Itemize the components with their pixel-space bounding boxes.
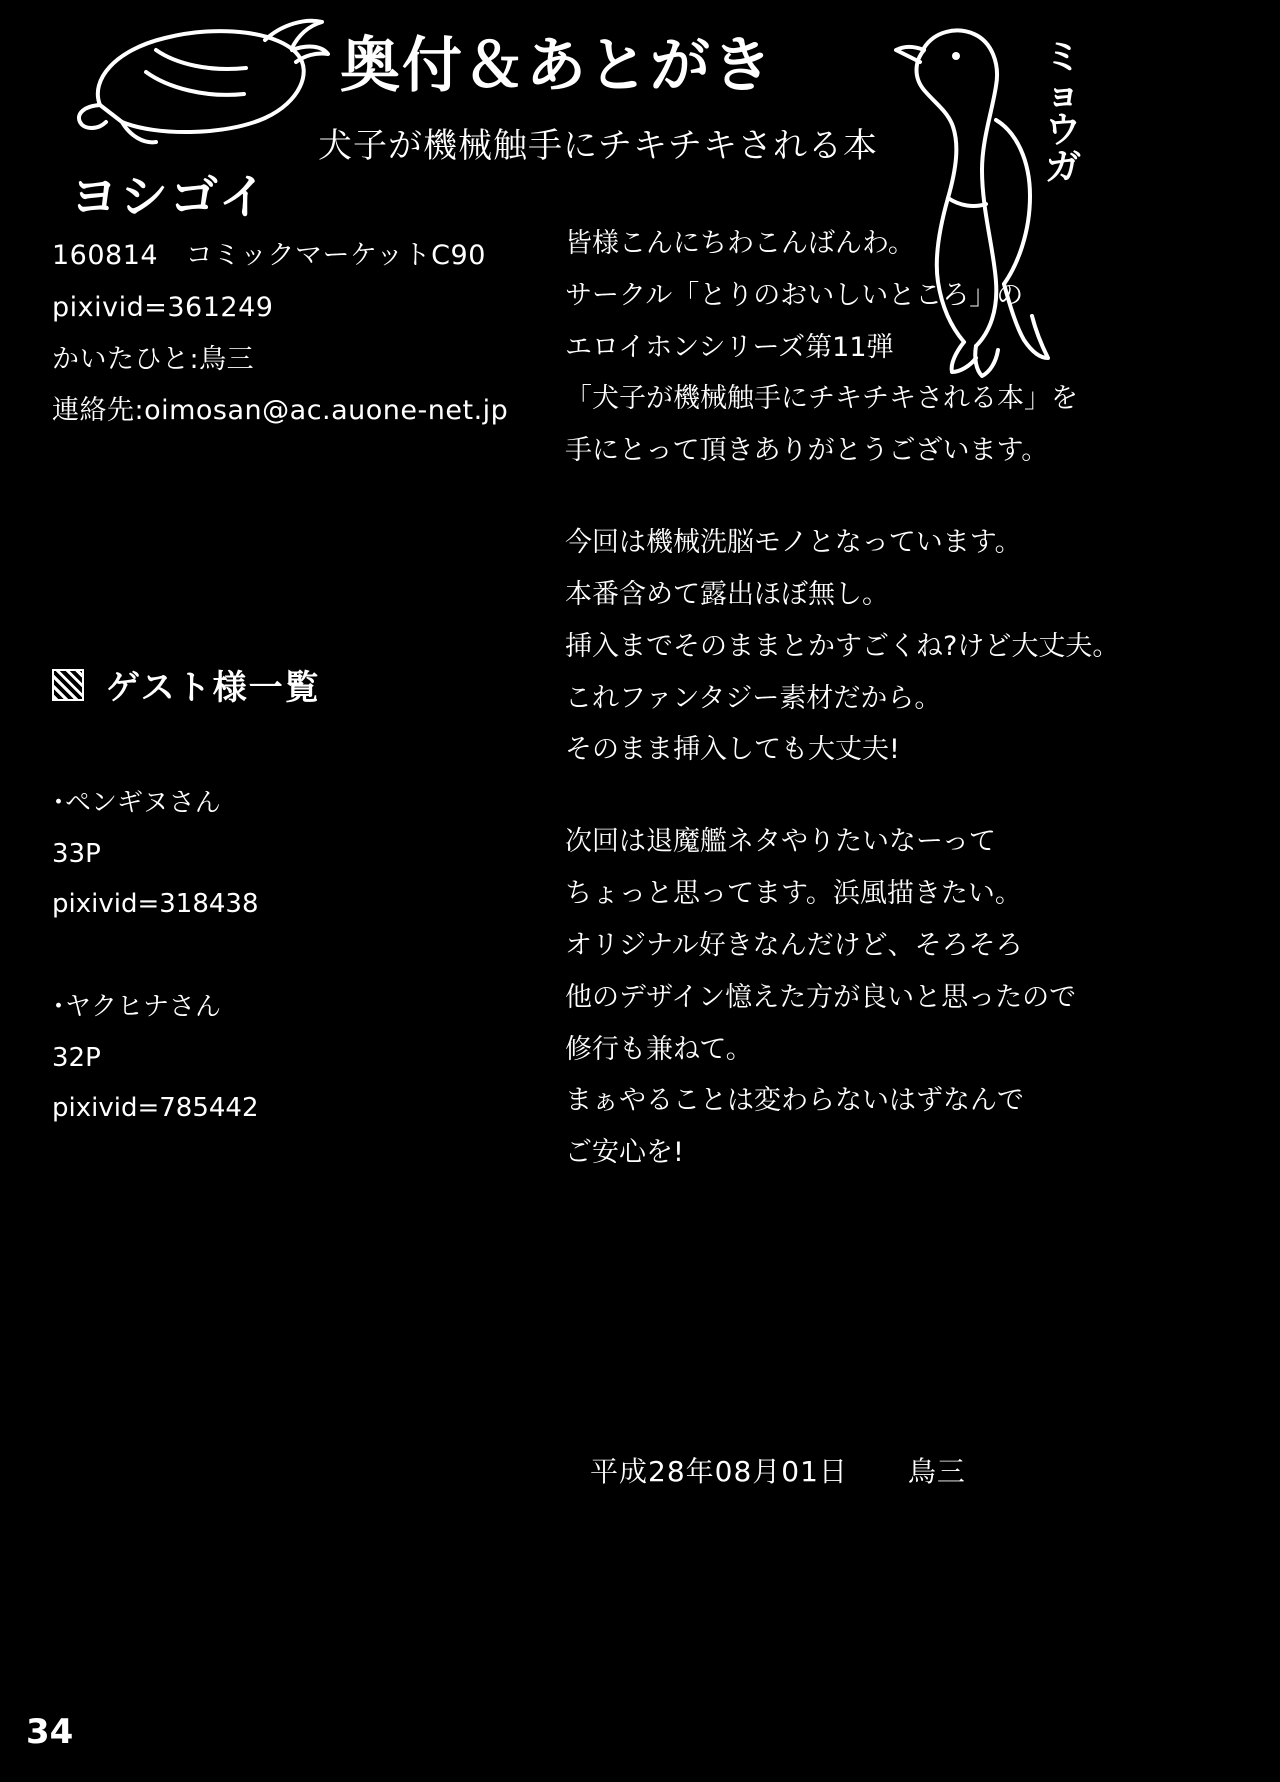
colophon-line-pixiv: pixivid=361249	[52, 291, 274, 323]
colophon-line-contact: 連絡先:oimosan@ac.auone-net.jp	[52, 395, 509, 427]
guest-name: ･ペンギヌさん	[52, 788, 221, 818]
colophon-line-event: 160814 コミックマーケットC90	[52, 240, 486, 271]
afterword-line: そのまま挿入しても大丈夫!	[565, 734, 900, 766]
afterword-line: 「犬子が機械触手にチキチキされる本」を	[565, 383, 1078, 415]
guest-list-heading	[52, 660, 321, 709]
guest-list	[52, 778, 259, 1186]
signature-block	[590, 1450, 966, 1490]
colophon-line-author: かいたひと:鳥三	[52, 343, 255, 375]
afterword-paragraph	[565, 218, 1225, 477]
page-subtitle: 犬子が機械触手にチキチキされる本	[318, 126, 878, 166]
afterword-line: ちょっと思ってます。浜風描きたい。	[565, 878, 1022, 910]
afterword-text	[565, 218, 1225, 1219]
guest-list-heading-label: ゲスト様一覧	[106, 668, 321, 708]
guest-entry	[52, 982, 259, 1134]
bird-doodle-icon	[60, 10, 330, 150]
afterword-line: 挿入までそのままとかすごくね?けど大丈夫。	[565, 630, 1120, 662]
guest-pixiv-id: pixivid=318438	[52, 889, 259, 920]
afterword-line: 手にとって頂きありがとうございます。	[565, 435, 1049, 467]
afterword-line: 本番含めて露出ほぼ無し。	[565, 578, 889, 610]
signature-author: 鳥三	[907, 1455, 966, 1488]
afterword-line: まぁやることは変わらないはずなんで	[565, 1085, 1024, 1117]
guest-pages: 32P	[52, 1042, 101, 1073]
afterword-line: 次回は退魔艦ネタやりたいなーって	[565, 826, 996, 858]
page-number: 34	[26, 1712, 74, 1752]
penguin-doodle-label: ミョウガ	[1044, 37, 1081, 189]
afterword-line: エロイホンシリーズ第11弾	[565, 331, 894, 363]
afterword-line: 他のデザイン憶えた方が良いと思ったので	[565, 981, 1077, 1013]
guest-pixiv-id: pixivid=785442	[52, 1093, 259, 1124]
afterword-line: 皆様こんにちわこんばんわ。	[565, 228, 915, 259]
colophon-block	[52, 230, 508, 437]
guest-entry	[52, 778, 259, 930]
afterword-line: サークル「とりのおいしいところ」の	[565, 279, 1024, 311]
guest-name: ･ヤクヒナさん	[52, 992, 222, 1023]
bird-doodle-label: ヨシゴイ	[70, 169, 269, 225]
afterword-paragraph	[565, 816, 1225, 1179]
hatched-square-icon	[52, 669, 84, 701]
afterword-line: オリジナル好きなんだけど、そろそろ	[565, 929, 1023, 961]
afterword-line: これファンタジー素材だから。	[565, 682, 942, 714]
signature-date: 平成28年08月01日	[590, 1455, 848, 1488]
afterword-paragraph	[565, 517, 1225, 776]
page-title: 奥付＆あとがき	[340, 31, 774, 101]
afterword-line: 修行も兼ねて。	[565, 1033, 753, 1065]
guest-pages: 33P	[52, 838, 101, 869]
afterword-line: ご安心を!	[565, 1137, 684, 1169]
afterword-line: 今回は機械洗脳モノとなっています。	[565, 527, 1022, 559]
